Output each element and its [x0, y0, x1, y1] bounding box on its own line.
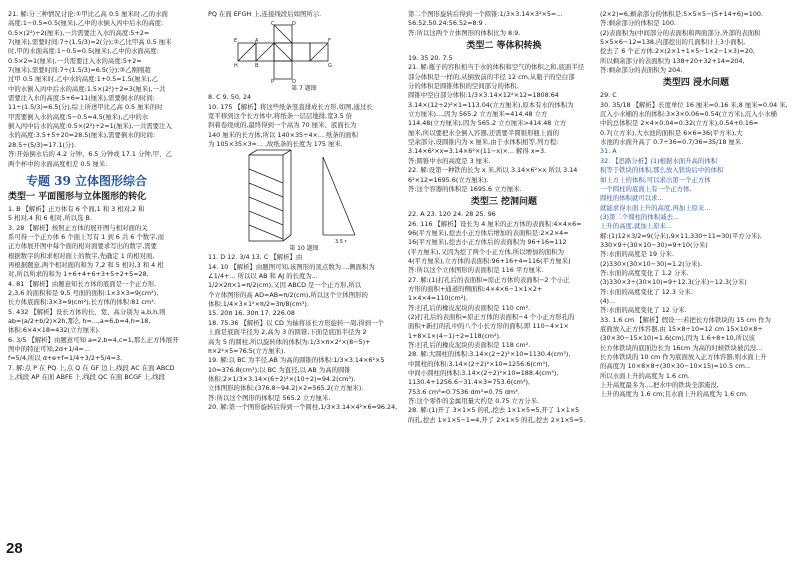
figure-7-caption: 第 7 题图 [291, 85, 317, 93]
answer-block-33 [600, 316, 792, 400]
text-line: f=5/4,所以 d+e+f=1/4+3/2+5/4=3. [8, 354, 123, 363]
text-line: 根据数字的和求相对面上的数字,先确定 1 的相对面, [8, 251, 155, 260]
text-line: 22. 解:设第一种铁的长为 x 米,所以 3.14×6²×x 所以 3.14 [408, 166, 578, 175]
text-line: 中圆柱的体积:3.14×(2÷2)²×10=1256.6(cm³), [408, 359, 550, 368]
text-line: 上升的高度为 1.6 cm;且水面上升的高度为 1.6 cm. [600, 390, 748, 399]
text-line: (4)... [600, 296, 616, 305]
text-line: 厘米,所以要把水全倒入容器,还需要半圆锥形瓶上面的 [408, 128, 560, 137]
answer-block-29-30 [600, 91, 792, 147]
answer-block-11-20 [208, 253, 400, 412]
text-line: 3.14×(12÷2)²×1=113.04(立方厘米),原本有水的体积为 [408, 100, 574, 109]
text-line: 28. 解:大圆柱的体积:3.14×(2÷2)²×10=1130.4(cm³), [408, 350, 571, 359]
figure-10-caption: 第 10 题图 [289, 245, 319, 253]
text-line: 答:这个零件的金属用量大约是 0.75 立方分米. [408, 397, 540, 406]
text-line: 甲需要倒入水的高度:5−0.5=4.5(厘米),乙中的水 [8, 112, 149, 121]
text-line: 1. B 【解析】正方体有 6 个面,1 和 3 相对,2 和 [8, 204, 145, 213]
text-line: 7(厘米),需要时间:7÷(1.5/3)=6.5(分);③乙刚刚超 [8, 66, 151, 75]
text-line: 长方体铁块的 10 cm 作为底面放入正方体容器,则水面上升 [600, 353, 767, 362]
answer-block-21 [8, 10, 200, 169]
text-line: 上升的高度,就加上原来... [600, 222, 673, 231]
text-line: 114.48(立方厘米),因为 565.2 立方厘米>414.48 立方 [408, 119, 567, 128]
text-line: 需要注入水的高度:5+6=11(厘米),需要倒水的时间: [8, 94, 155, 103]
text-line: 0.5×2=1(厘米),一共需要注入水的高度:5+2= [8, 56, 142, 65]
text-line: 面积+新打的孔中的八个小长方形的面积,即 110−4×1× [408, 322, 569, 331]
text-line: 4(平方厘米),立方体的表面积:96+16+4=116(平方厘米) [408, 256, 571, 265]
text-line: ∠1/4+... 所以以 AB 和 AJ 的长度为... [208, 272, 318, 281]
text-line: 4. 81 【解析】由题意知长方体的底面是一个正方形, [8, 279, 157, 288]
text-line: 立体图形的体积:(376.8−94.2)×2=565.2(立方厘米). [208, 384, 364, 393]
text-line: 5. 432 【解析】设长方体的长、宽、高分别为 a,b,h,则 [8, 307, 166, 316]
type4-title: 类型四 浸水问题 [662, 78, 730, 89]
column-3 [408, 10, 600, 425]
text-line: 个立体图形的高 AD=AB=π/2(cm),所以这个立体图形的 [208, 290, 368, 299]
answer-block-7-cont [208, 10, 400, 19]
text-line: 19. 解:以 BC 为半径,AB 为高的圆锥的体积:1/3×3.14×6²×5 [208, 356, 385, 365]
text-line: 对,所以所求的和为 1+6+4+6+3+5+2+5=28. [8, 270, 149, 279]
text-line: (3)330×3÷(30×10)=9÷12.3(分米)−12.3(分米) [600, 278, 747, 287]
text-line: 1130.4+1256.6−31.4×3=753.6(cm³), [408, 378, 531, 387]
text-line: 高为 5 的圆柱,所以旋转体的体积为:1/3×π×2²×(8−5)+ [208, 337, 371, 346]
figure-10-label: 3.5 r [335, 239, 347, 246]
text-line: 28. 解:(1)开了 3×1×5 的孔,挖去 1×1×5=5,开了 1×1×5 [408, 406, 580, 415]
text-line: 32. 【思路分析】(1)根据水面升高的体积 [600, 156, 718, 165]
text-line: 上面是底面半径为 2,高为 3 的圆锥,下面是底面半径为 2 [208, 328, 367, 337]
svg-text:G: G [328, 63, 332, 70]
text-line: 再根据题意,两个相对面的和为 7,2 和 5 相对,3 和 4 相 [8, 260, 164, 269]
text-line: 20. 解:第一个图形旋转后得到一个圆柱,1/3×3.14×4²×6=96.24, [208, 402, 398, 411]
text-line: 0.7(立方米),大水池的面积是 6×6=36(平方米),大 [600, 128, 743, 137]
text-line: 体积:1/4×3×1²×π/2=3π/8(cm³). [208, 300, 309, 309]
svg-text:E: E [234, 38, 238, 45]
svg-text:D: D [292, 21, 296, 28]
text-line: 22. A 23. 120 24. 28 25. 96 [408, 210, 496, 219]
text-line: ab=(a/2+b/2)×2h,那么 h=...,a=6,b=4,h=18, [8, 316, 151, 325]
text-line: 答:水面的高度变化了 12.3 分米. [600, 287, 693, 296]
text-line: 时,甲的水面高度:1−0.5=0.5(厘米),乙中的水面高度: [8, 47, 159, 56]
type1-title: 类型一 平面图形与立体图形的转化 [8, 191, 147, 202]
text-line: 1+8×1×(4−1)÷2=118(cm²). [408, 331, 502, 340]
answer-block-28-cont [600, 10, 792, 75]
svg-text:F: F [328, 38, 331, 45]
text-line: 图中的特征可知,2d+1/4=... [8, 345, 90, 353]
answer-block-32-solution [600, 232, 792, 316]
text-line: (30×30−15×10)=1.6(cm),因为 1.6+8+10,所以该 [600, 334, 755, 343]
text-line: 斜着卷绕成的,最终得到一个高为 70 厘米、底面长为 [208, 121, 357, 130]
text-line: (平方厘米),又因为挖了两个小正方体,所以增加的面积为 [408, 247, 565, 256]
text-line: (2)表面积为(中间部分的表面积和两面部分,外部的表面积 [600, 28, 761, 37]
text-line: 96(平方厘米),挖去小正方体后增加的表面积是:2×2×4= [408, 228, 569, 237]
text-line: 中的总体积是 2×4×0.04=0.32(立方米),0.54+0.16= [600, 119, 759, 128]
text-line: 30. 35/18 【解析】长度单位 16 厘米=0.16 米,8 厘米=0.04 米, [600, 100, 788, 109]
text-line: 7(厘米),需要时间:7÷(1.5/3)=2(分);②乙比甲高 0.5 厘米 [8, 38, 172, 47]
text-line: 0.5×(2²)÷2(厘米),一共需要注入水的高度:5+2= [8, 28, 150, 37]
text-line: 上升高度最多为...,把水中的铁块全部淹没, [600, 381, 719, 390]
text-line: 一个圆柱的底面上有一个正方体, [600, 184, 692, 193]
text-line: 中的水倒入丙中后水的高度:1.5×(2²)÷2=3(厘米),一共 [8, 84, 166, 93]
text-line: 水的高度:3.5+5+20=28.5(厘米),需要倒水的时间: [8, 131, 156, 140]
text-line: 答:所以这个立体图形的表面积是 116 平方厘米. [408, 266, 544, 275]
text-line: 正方体展开图中每个面的相对面要求写出的数字,需要 [8, 242, 158, 251]
text-line: 15. 20π 16. 30π 17. 226.08 [208, 309, 295, 318]
text-line: 圆锥中空白部分体积:1/3×3.14×12²×12=1808.64 [408, 91, 559, 100]
text-line: 29. C [600, 91, 617, 100]
text-line: 水池的水面升高了 0.7÷36=0.7/36=35/18 厘米. [600, 138, 744, 147]
text-line: 上,线段 AP 在面 ABFE 上,线段 QC 在面 BCGF 上,线段 [8, 373, 165, 382]
text-line: 倒入丙中后水的高度:0.5×(2²)÷2=1(厘米),一共需要注入 [8, 122, 172, 131]
text-line: 沉入小水桶的水的体积:3×3×0.06=0.54(立方米),沉入小水桶 [600, 110, 777, 119]
text-line: 挖去了 6 个正方体:2×(2×1+1×5−1×2−1×3)=20, [600, 47, 755, 56]
text-line: 答:剩余部分的表面积为 204. [600, 66, 683, 75]
text-line: 为 105×35×3=... ,故纸条的长度为 175 厘米. [208, 140, 343, 149]
text-line: 体积:2×1/3×3.14×(6÷2)²×(10÷2)=94.2(cm³). [208, 374, 356, 383]
text-line: 答:所以这两个立体图形的体积比为 8:9. [408, 28, 521, 37]
svg-text:P: P [271, 79, 275, 84]
text-line: 答:水面的高度变化了 12 分米. [600, 306, 687, 315]
text-line: 26. 116 【解析】设长为 4 厘米的正方体的表面积:4×4×6= [408, 219, 582, 228]
text-line: 5 相对,4 和 6 相对,所以选 B. [8, 214, 92, 223]
text-line: 系可得一个正方体 6 个面上写有 1 到 6 共 6 个数字,而 [8, 232, 164, 241]
cube-net-figure [229, 21, 379, 83]
text-line: 所以水面上升的高度为 1.6 cm. [600, 371, 690, 380]
type3-title: 类型三 挖洞问题 [470, 197, 538, 208]
text-line: 7. 解:点 P 在 PQ 上,点 Q 在 GF 边上,线段 AC 在面 ABCD [8, 363, 175, 372]
text-line: 27. 解:(1)打孔后的表面积=原正方体的表面积−2 个小正 [408, 275, 570, 284]
paper-strip-box-figure [239, 149, 299, 245]
text-line: 2,3,6 的面积和是 9,5 号面的面积:1×3×3=9(cm²), [8, 288, 159, 297]
text-line: 部分体积是一样的,从倒放前的半径 12 cm,从瓶子的空白部 [408, 72, 575, 81]
text-line: 753.6 cm³=0.7536 dm³≈0.75 dm³. [408, 387, 520, 396]
answer-block-type3 [408, 210, 600, 425]
text-line: 答:水面的高度是 19 分米. [600, 250, 674, 259]
text-line: 宽平移到这个长方体中,将纸条一层层地排,宽3.5 倍 [208, 112, 353, 121]
text-line: 答:水面的高度变化了 1.2 分米. [600, 268, 689, 277]
text-line: 解:(1)12×3/2=9(分米),9×11,330÷11=30(平方分米), [600, 231, 762, 240]
answer-block-20-cont [408, 10, 600, 38]
text-line: 21. 解:分三种情况讨论:①甲比乙高 0.5 厘米时,乙的水面 [8, 10, 168, 18]
svg-text:H: H [234, 63, 238, 70]
text-line: 的高度为 10×8×8÷(30×30−10×15)=10.5 cm... [600, 362, 751, 371]
text-line: 1/2×2π×1=π/2(cm),又因 ABCD 是一个正方形,所以 [208, 281, 362, 290]
text-line: 过甲 0.5 厘米时,乙中水的高度:1+0.5=1.5(厘米),乙 [8, 75, 158, 84]
text-line: 体积:6×4×18=432(立方厘米). [8, 326, 101, 335]
text-line: 14. 10 【解析】由题图可知,该图形的顶点数为...,侧面积为 [208, 262, 375, 271]
text-line: 底面放入正方体容器,由 15×8÷10=12 cm 15×10×8÷ [600, 325, 763, 333]
text-line: 第二个图形旋转后得到一个圆锥:1/3×3.14×3²×5=... [408, 10, 563, 18]
text-line: 答:圆锥中水的高度是 3 厘米. [408, 156, 491, 165]
text-line: 高度:1−0.5=0.5(厘米),乙中的水倒入丙中后水的高度: [8, 19, 164, 28]
text-line: 6. 3/5 【解析】由题意可知 a=2,b=4,c=1,那么正方体展开 [8, 335, 179, 344]
triangle-figure [309, 149, 369, 245]
text-line: 6²×12=1695.6(立方厘米). [408, 175, 489, 184]
text-line: 方形的面积+通道的侧面积:4×4×6−1×1×2+ [408, 284, 543, 293]
text-line: 圆柱的体积就可以求... [600, 194, 664, 203]
text-line: (2)打孔后的表面积=原正方体的表面积−4 个小正方形孔的 [408, 312, 575, 321]
svg-text:C: C [271, 21, 275, 28]
text-line: π×2²×5=76.5(立方厘米). [208, 346, 286, 355]
text-line: 积等于铁块的体积,那么放入铁块后中的体积 [600, 166, 724, 175]
column-1 [8, 10, 200, 382]
text-line: 18. 75.36 【解析】以 CD 为轴将该长方形旋转一周,得到一个 [208, 318, 384, 327]
text-line: 28.5÷(5/3)=17.1(分). [8, 140, 76, 149]
text-line: 33. 1.6 cm 【解析】假设一:若把长方体铁块的 15 cm 作为 [600, 315, 771, 324]
text-line: 两个杯中的水面高度相差 0.5 厘米. [8, 159, 108, 168]
text-line: 答:这个容器的体积是 1695.6 立方厘米. [408, 184, 522, 193]
text-line: 1×4×4=110(cm²). [408, 294, 468, 303]
svg-text:Q: Q [292, 79, 296, 84]
text-line: 中间小圆柱的体积:3.14×(2÷2)²×10=188.4(cm³), [408, 369, 559, 378]
text-line: 10. 175 【解析】将这些纸条竖直排成长方形,如图,通过长 [208, 102, 373, 111]
text-line: 56.52,50.24:56.52=8:9 . [408, 19, 487, 28]
text-line: 就能求得水面上升的高度,再加上原来... [600, 203, 711, 212]
text-line: 立方厘米)...,因为 565.2 立方厘米=414.48 立方 [408, 110, 548, 119]
text-line: 所以剩余部分的表面积为 138+20+32+14=204, [600, 56, 745, 65]
answer-block-type2 [408, 54, 600, 194]
text-line: PQ 在面 EFGH 上,连接线段后如图所示. [208, 10, 322, 18]
answer-block-8-10 [208, 93, 400, 149]
text-line: 3.14×6²×x=3.14×6²×(11−x)×... 解得 x=3. [408, 147, 547, 156]
text-line: 答:开始倒水后的 4.2 分钟、6.5 分钟或 17.1 分钟,甲、乙 [8, 150, 172, 159]
text-line: 21. 解:瓶子的容积相当于水的体积和空气的体积之和,底面半径 [408, 63, 585, 72]
text-line: 答:剩余部分的体积是 100. [600, 19, 676, 28]
answer-block-31-32 [600, 147, 792, 231]
chapter-title: 专题 39 立体图形综合 [26, 173, 148, 188]
type2-title: 类型二 等体积转换 [466, 41, 542, 52]
text-line: 10=376.8(cm³);以 BC 为直径,以 AB 为高的圆锥 [208, 365, 351, 374]
answer-block-type1 [8, 205, 200, 383]
text-line: 140 厘米的长方体,所以 140×35÷4×... 纸条的面积 [208, 130, 358, 139]
text-line: 330×9÷(30×10−30)=9+10(分米) [600, 240, 708, 249]
text-line: 3. 28 【解析】按照正方体的展开图与相对面的关 [8, 223, 148, 232]
svg-text:A: A [255, 38, 259, 45]
text-line: 答:打孔后的橡皮泥块的表面积是 118 cm². [408, 341, 531, 349]
svg-text:B: B [255, 63, 259, 70]
page-number: 28 [6, 540, 23, 557]
text-line: 19. 35 20. 7.5 [408, 54, 453, 63]
column-4 [600, 10, 792, 400]
text-line: 31. A [600, 147, 617, 156]
text-line: 11. D 12. 3/4 13. C 【解析】由 [208, 253, 303, 262]
text-line: 5×5×6−12=138,内部挖出的几面积计上3小面积, [600, 38, 746, 47]
text-line: 答:打孔后的橡皮泥块的表面积是 110 cm². [408, 303, 531, 312]
text-line: 的孔,挖去 1×1×5−1=4,开了 2×1×5 的孔,挖去 2×1×5=5. [408, 415, 586, 424]
text-line: (3)第二个圆柱的体积减去... [600, 212, 680, 221]
text-line: 分的体积是圆锥体积的空间部分的体积. [408, 82, 519, 91]
text-line: 8. C 9. 50, 24 [208, 93, 252, 102]
text-line: 如上方上的体积,可以求出第一个正方体 [600, 175, 711, 184]
text-line: 长方体铁块的底面边长为 16cm 为高的时候铁块被沉没... [600, 343, 763, 352]
text-line: 空余部分,设圆锥内为 x 厘米,由于水体积相等,列方程: [408, 138, 559, 147]
text-line: 11÷(1.5/3)=6.5(分),综上所述甲比乙高 0.5 厘米的时 [8, 103, 163, 112]
column-2 [208, 10, 400, 412]
text-line: 16(平方厘米),挖去小正方体后的表面积为 96+16=112 [408, 238, 567, 247]
text-line: (2×2)=6,剩余部分的体积是:5×5×5−(5+14+6)=100. [600, 10, 764, 18]
text-line: (2)330×(30×10−30)=1.2(分米). [600, 259, 703, 268]
text-line: 答:所以这个图形的体积是 565.2 立方厘米. [208, 393, 331, 402]
text-line: 长方体底面积:3×3=9(cm²),长方体的体积:81 cm³. [8, 298, 156, 307]
